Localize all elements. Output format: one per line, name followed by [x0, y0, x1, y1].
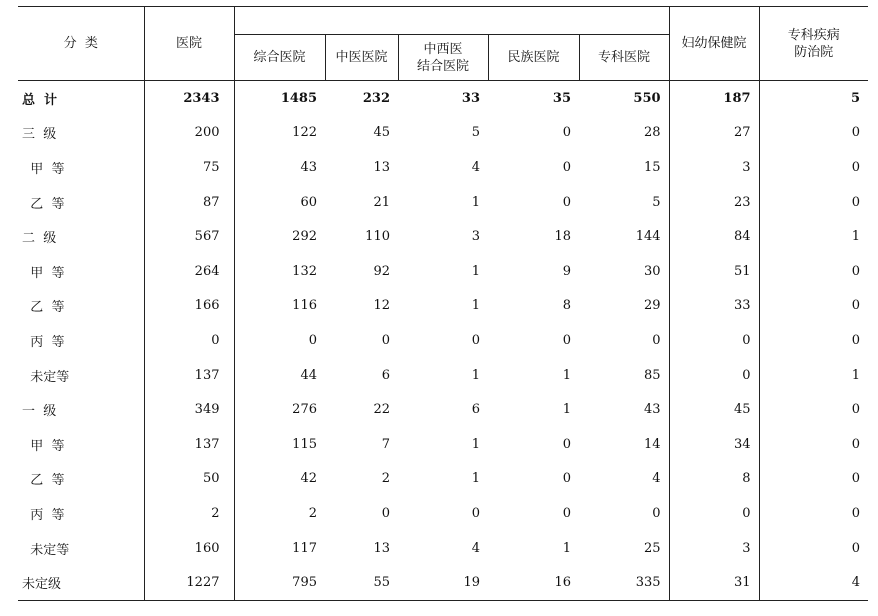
header-ethnic-hospital: 民族医院: [488, 35, 579, 81]
row-category: 未定等: [18, 358, 144, 393]
cell-ethnic: 35: [552, 90, 571, 106]
cell-specialty: 550: [579, 81, 669, 116]
cell-general: 44: [300, 367, 317, 383]
cell-tcm: 2: [381, 471, 390, 487]
row-category: 未定级: [18, 565, 144, 600]
cell-specialty-prevention: 0: [851, 332, 861, 348]
cell-maternal: 23: [669, 185, 759, 220]
cell-maternal: 34: [669, 427, 759, 462]
cell-integrated: 1: [471, 263, 480, 279]
cell-ethnic: 0: [562, 159, 571, 175]
row-category: 甲 等: [18, 150, 144, 185]
cell-specialty: 15: [579, 150, 669, 185]
cell-general: 0: [308, 332, 317, 348]
row-category: 未定等: [18, 531, 144, 566]
row-category: 二 级: [18, 219, 144, 254]
cell-specialty-prevention: 0: [851, 298, 861, 314]
cell-specialty: 335: [579, 565, 669, 600]
cell-tcm: 0: [381, 505, 390, 521]
header-general-hospital: 综合医院: [234, 35, 325, 81]
cell-general: 2: [308, 505, 317, 521]
row-category: 甲 等: [18, 254, 144, 289]
header-hospital: 医院: [144, 7, 234, 81]
cell-ethnic: 9: [562, 263, 571, 279]
cell-specialty-prevention: 0: [851, 436, 861, 452]
cell-specialty-prevention: 1: [851, 229, 861, 245]
cell-maternal: 27: [669, 116, 759, 151]
cell-tcm: 12: [373, 298, 390, 314]
cell-hospital: 160: [144, 531, 234, 566]
header-specialty-hospital: 专科医院: [579, 35, 669, 81]
header-specialty-prevention: 专科疾病 防治院: [759, 7, 868, 81]
cell-maternal: 3: [669, 531, 759, 566]
cell-specialty-prevention: 1: [851, 367, 861, 383]
cell-specialty-prevention: 0: [851, 505, 861, 521]
cell-tcm: 22: [373, 402, 390, 418]
table-row: [18, 531, 868, 566]
cell-hospital: 2: [144, 496, 234, 531]
cell-specialty-prevention: 0: [851, 471, 861, 487]
cell-ethnic: 8: [562, 298, 571, 314]
cell-hospital: 87: [144, 185, 234, 220]
row-category: 乙 等: [18, 289, 144, 324]
cell-maternal: 33: [669, 289, 759, 324]
row-category: 三 级: [18, 116, 144, 151]
cell-tcm: 7: [381, 436, 390, 452]
cell-general: 43: [300, 159, 317, 175]
cell-hospital: 137: [144, 358, 234, 393]
cell-general: 292: [292, 229, 317, 245]
cell-hospital: 75: [144, 150, 234, 185]
cell-integrated: 6: [471, 402, 480, 418]
cell-maternal: 3: [669, 150, 759, 185]
cell-tcm: 92: [373, 263, 390, 279]
header-category: 分 类: [18, 7, 144, 81]
cell-integrated: 1: [471, 436, 480, 452]
cell-maternal: 45: [669, 392, 759, 427]
cell-maternal: 0: [669, 323, 759, 358]
cell-integrated: 4: [471, 540, 480, 556]
cell-general: 1485: [280, 90, 317, 106]
cell-specialty-prevention: 0: [851, 125, 861, 141]
cell-integrated: 0: [471, 332, 480, 348]
table-row: [18, 185, 868, 220]
cell-specialty: 4: [579, 462, 669, 497]
cell-specialty: 14: [579, 427, 669, 462]
row-category: 总 计: [18, 81, 144, 116]
cell-general: 276: [292, 402, 317, 418]
cell-integrated: 1: [471, 367, 480, 383]
cell-specialty: 29: [579, 289, 669, 324]
cell-ethnic: 0: [562, 194, 571, 210]
cell-specialty-prevention: 0: [851, 263, 861, 279]
cell-specialty: 43: [579, 392, 669, 427]
cell-general: 116: [292, 298, 317, 314]
table-row: [18, 116, 868, 151]
cell-ethnic: 16: [488, 565, 579, 600]
cell-maternal: 8: [669, 462, 759, 497]
cell-ethnic: 18: [554, 229, 571, 245]
table-row: [18, 358, 868, 393]
cell-ethnic: 0: [562, 436, 571, 452]
cell-maternal: 187: [669, 81, 759, 116]
table-row: [18, 392, 868, 427]
cell-integrated: 3: [471, 229, 480, 245]
cell-integrated: 4: [471, 159, 480, 175]
cell-specialty: 0: [579, 496, 669, 531]
cell-integrated: 1: [471, 471, 480, 487]
cell-ethnic: 1: [562, 540, 571, 556]
cell-specialty: 5: [579, 185, 669, 220]
row-category: 乙 等: [18, 462, 144, 497]
cell-specialty-prevention: 0: [851, 402, 861, 418]
table-row: [18, 289, 868, 324]
cell-hospital: 2343: [144, 81, 234, 116]
row-category: 丙 等: [18, 496, 144, 531]
cell-hospital: 349: [144, 392, 234, 427]
row-category: 一 级: [18, 392, 144, 427]
cell-specialty: 30: [579, 254, 669, 289]
cell-hospital: 200: [144, 116, 234, 151]
cell-integrated: 1: [471, 194, 480, 210]
cell-specialty-prevention: 4: [759, 565, 868, 600]
cell-specialty: 28: [579, 116, 669, 151]
table-row: [18, 150, 868, 185]
cell-tcm: 13: [373, 159, 390, 175]
cell-hospital: 567: [144, 219, 234, 254]
cell-general: 115: [292, 436, 317, 452]
cell-hospital: 0: [144, 323, 234, 358]
cell-general: 132: [292, 263, 317, 279]
cell-tcm: 110: [365, 229, 390, 245]
cell-hospital: 137: [144, 427, 234, 462]
cell-ethnic: 0: [562, 125, 571, 141]
cell-specialty: 25: [579, 531, 669, 566]
cell-hospital: 1227: [144, 565, 234, 600]
cell-ethnic: 0: [562, 471, 571, 487]
cell-ethnic: 1: [562, 402, 571, 418]
cell-general: 117: [292, 540, 317, 556]
header-maternal: 妇幼保健院: [669, 7, 759, 81]
table-row: [18, 81, 868, 116]
cell-tcm: 55: [325, 565, 398, 600]
cell-maternal: 51: [669, 254, 759, 289]
table-row: [18, 219, 868, 254]
cell-tcm: 232: [362, 90, 390, 106]
cell-specialty: 144: [579, 219, 669, 254]
cell-general: 60: [300, 194, 317, 210]
row-category: 乙 等: [18, 185, 144, 220]
cell-specialty: 0: [579, 323, 669, 358]
cell-ethnic: 0: [562, 332, 571, 348]
table-row: [18, 323, 868, 358]
cell-tcm: 0: [381, 332, 390, 348]
cell-integrated: 19: [398, 565, 488, 600]
cell-maternal: 31: [669, 565, 759, 600]
header-tcm-hospital: 中医医院: [325, 35, 398, 81]
table-header: [18, 7, 868, 81]
cell-tcm: 13: [373, 540, 390, 556]
table-body: [18, 81, 868, 601]
cell-integrated: 1: [471, 298, 480, 314]
table-row: [18, 496, 868, 531]
table-row: [18, 427, 868, 462]
cell-specialty-prevention: 0: [851, 540, 861, 556]
cell-tcm: 6: [381, 367, 390, 383]
hospital-grade-table: [18, 6, 868, 601]
cell-maternal: 0: [669, 496, 759, 531]
cell-ethnic: 0: [562, 505, 571, 521]
cell-general: 42: [300, 471, 317, 487]
cell-integrated: 5: [471, 125, 480, 141]
cell-hospital: 264: [144, 254, 234, 289]
cell-specialty-prevention: 0: [851, 159, 861, 175]
cell-maternal: 84: [669, 219, 759, 254]
header-integrated-hospital: 中西医 结合医院: [398, 35, 488, 81]
cell-ethnic: 1: [562, 367, 571, 383]
cell-tcm: 45: [373, 125, 390, 141]
cell-specialty-prevention: 5: [851, 90, 861, 106]
cell-integrated: 0: [471, 505, 480, 521]
cell-specialty: 85: [579, 358, 669, 393]
table-row: [18, 565, 868, 600]
cell-hospital: 166: [144, 289, 234, 324]
cell-maternal: 0: [669, 358, 759, 393]
cell-general: 795: [234, 565, 325, 600]
cell-general: 122: [292, 125, 317, 141]
row-category: 甲 等: [18, 427, 144, 462]
row-category: 丙 等: [18, 323, 144, 358]
table-row: [18, 462, 868, 497]
header-hospital-subtypes-group: [234, 7, 669, 35]
cell-integrated: 33: [461, 90, 480, 106]
cell-specialty-prevention: 0: [851, 194, 861, 210]
cell-tcm: 21: [373, 194, 390, 210]
cell-hospital: 50: [144, 462, 234, 497]
table-row: [18, 254, 868, 289]
